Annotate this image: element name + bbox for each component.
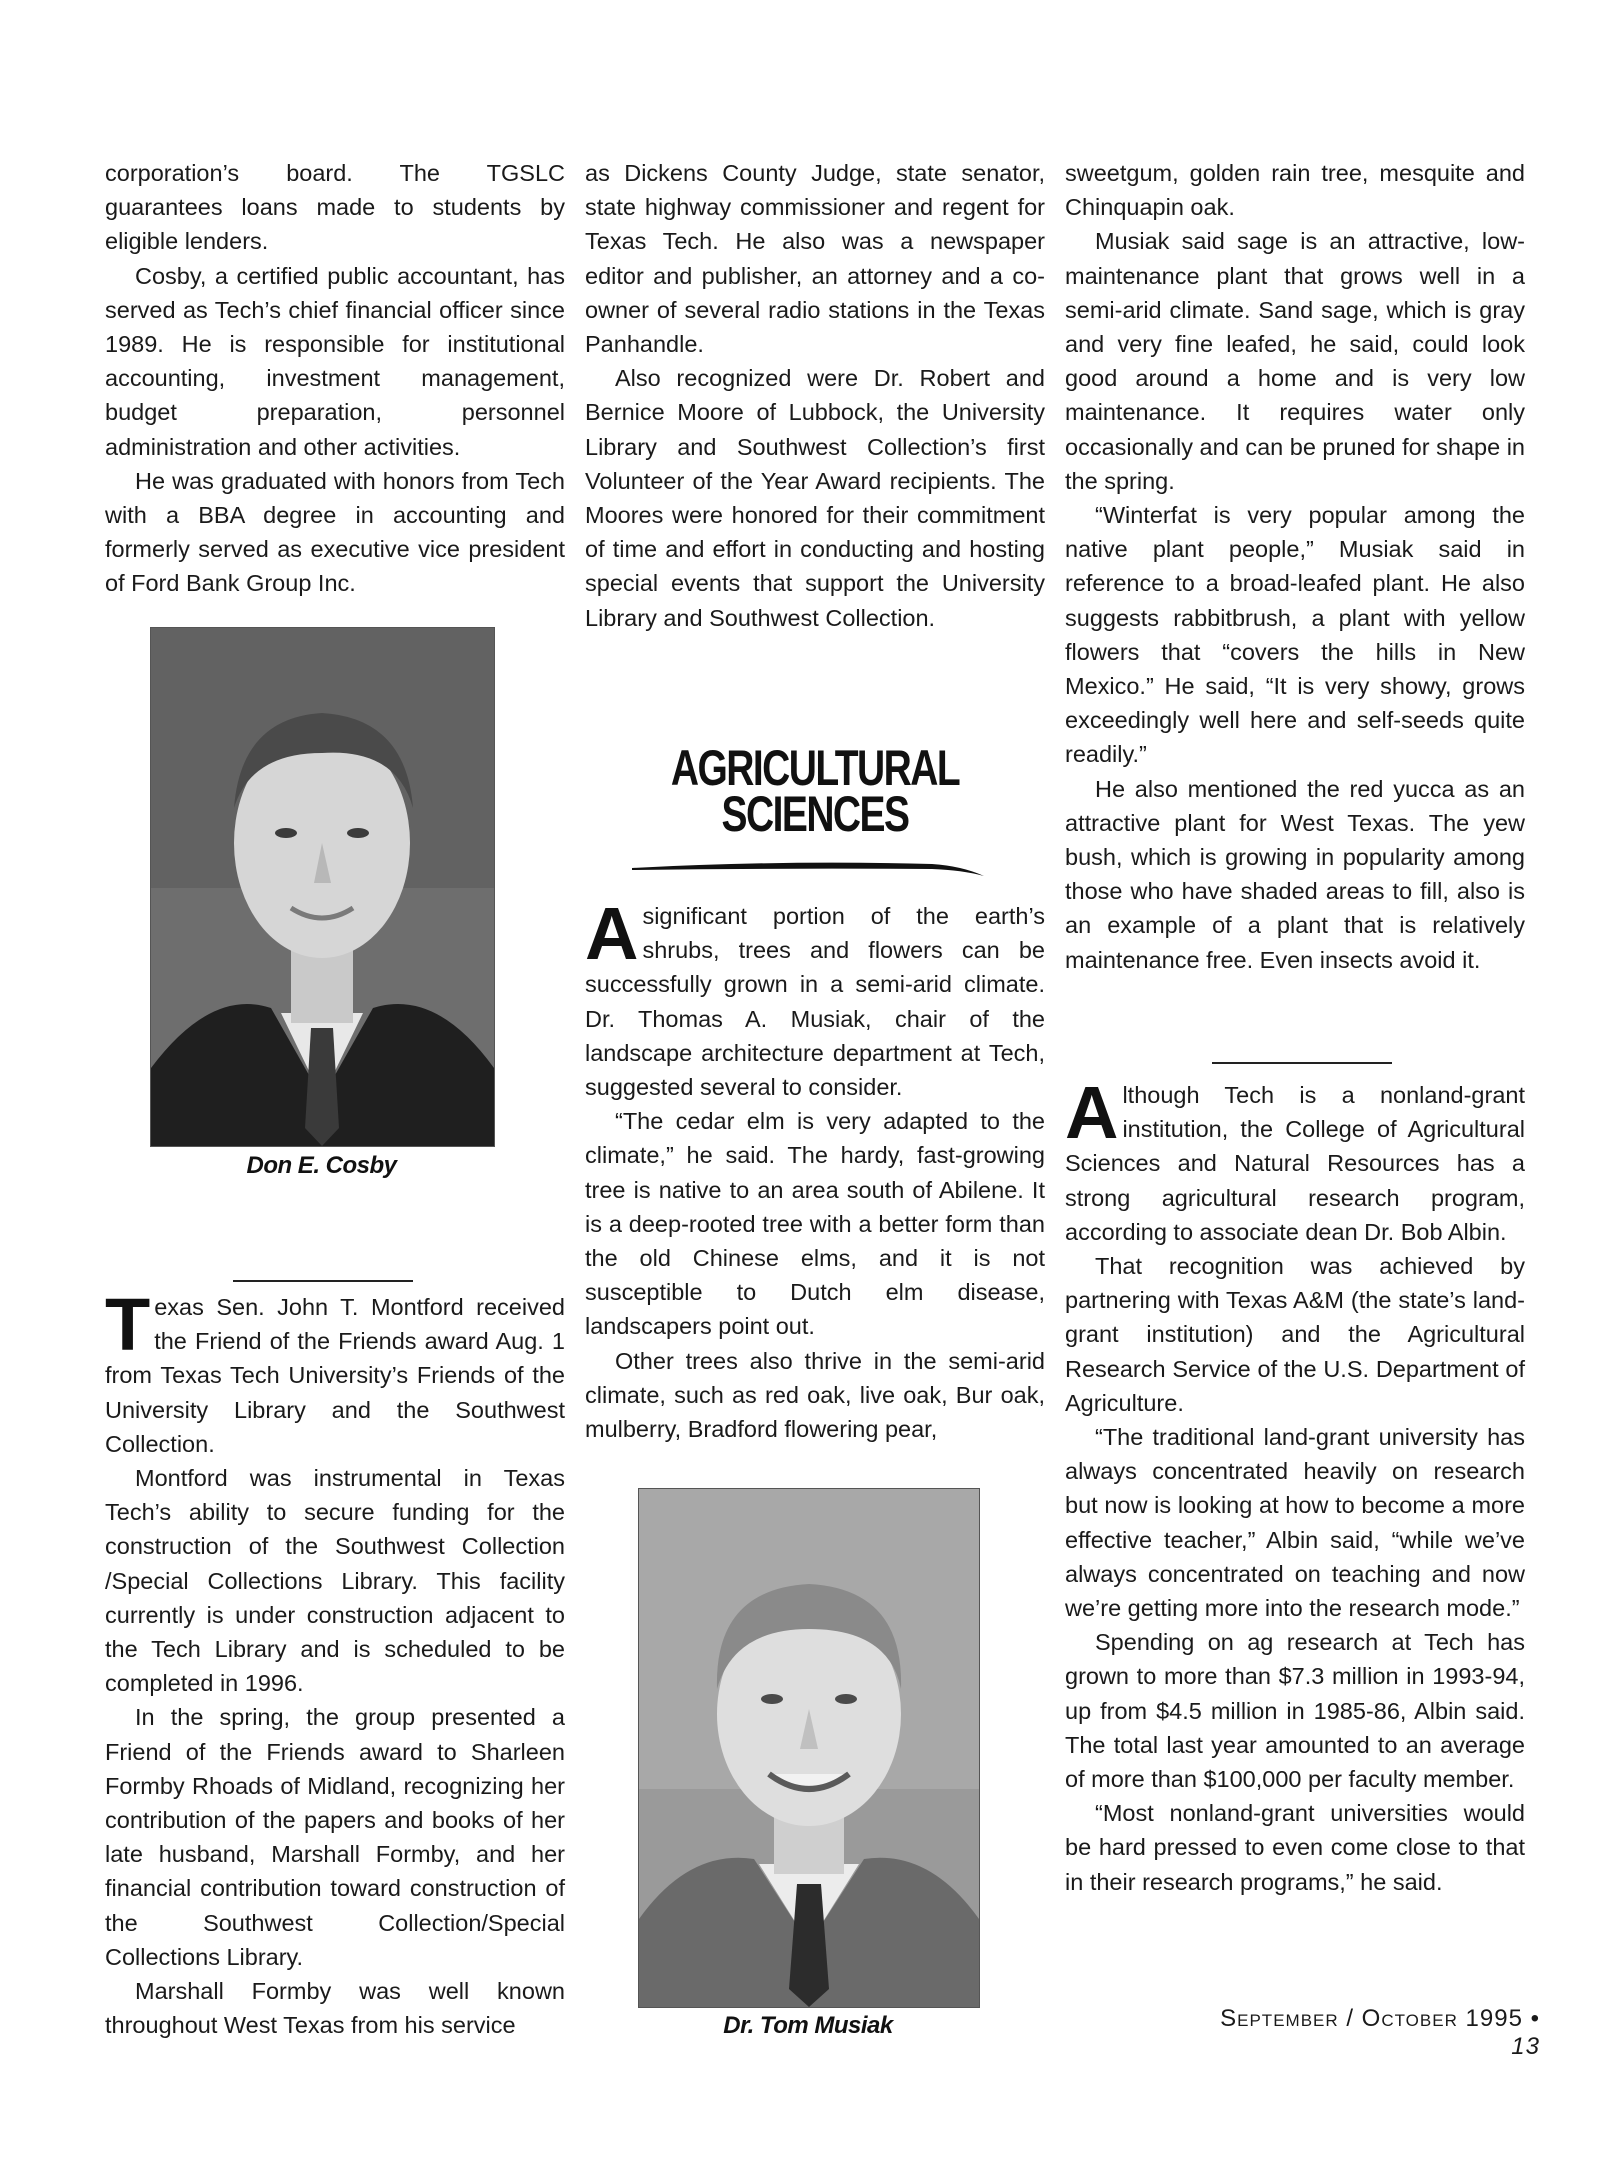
paragraph: Texas Sen. John T. Montford received the Friend of the Friends award Aug. 1 from Texas Tech University’s Friends of the University Library and the Southwest Collection. xyxy=(105,1283,565,1457)
paragraph: In the spring, the group presented a Friend of the Friends award to Sharleen Formby Rhoads of Midland, recognizing her contribution of the papers and books of her late husband, Marshall Formby, and her financial contribution toward construction of the Southwest Collection/Special Collections Library. xyxy=(105,1704,565,1970)
paragraph: “Most nonland-grant universities would be hard pressed to even come close to that in their research programs,” he said. xyxy=(1065,1800,1525,1895)
paragraph: That recognition was achieved by partnering with Texas A&M (the state’s land-grant institution) and the Agricultural Research Service of the U.S. Department of Agriculture. xyxy=(1065,1253,1525,1416)
paragraph: Cosby, a certified public accountant, has served as Tech’s chief financial officer since 1989. He is responsible for institutional accounting, investment management, budget preparation, personnel administration and other activities. xyxy=(105,262,565,460)
paragraph: Other trees also thrive in the semi-arid climate, such as red oak, live oak, Bur oak, mulberry, Bradford flowering pear, xyxy=(585,1347,1045,1443)
paragraph: Musiak said sage is an attractive, low-maintenance plant that grows well in a semi-arid climate. Sand sage, which is gray and very fine leafed, he said, could look good around a home and is very low maintenance. It requires water only occasionally and can be pruned for shape in the spring. xyxy=(1065,228,1525,494)
montford-story xyxy=(105,1283,565,2042)
drop-cap: T xyxy=(105,1283,151,1366)
photo-caption: Dr. Tom Musiak xyxy=(723,2012,893,2039)
photo-don-cosby xyxy=(150,627,495,1147)
page-footer xyxy=(1190,2005,1540,2061)
drop-cap: A xyxy=(1065,1071,1119,1154)
paragraph: corporation’s board. The TGSLC guarantees loans made to students by eligible lenders. xyxy=(105,160,565,255)
column-2 xyxy=(585,156,1045,635)
paragraph: “The cedar elm is very adapted to the climate,” he said. The hardy, fast-growing tree is native to an area south of Abilene. It is a deep-rooted tree with a better form than the old Chinese elms, and it is not susceptible to Dutch elm disease, landscapers point out. xyxy=(585,1108,1045,1340)
paragraph: “The traditional land-grant university has always concentrated heavily on research but now is looking at how to become a more effective teacher,” Albin said, “while we’ve always concentrated on teaching and now we’re getting more into the research mode.” xyxy=(1065,1424,1525,1622)
research-story xyxy=(1065,1071,1525,1899)
column-3 xyxy=(1065,156,1525,977)
section-heading-line2: SCIENCES xyxy=(721,786,909,842)
photo-tom-musiak xyxy=(638,1488,980,2008)
heading-swoosh xyxy=(632,856,984,882)
paragraph: Although Tech is a nonland-grant institution, the College of Agricultural Sciences and Natural Resources has a strong agricultural research program, according to associate dean Dr. Bob Albin. xyxy=(1065,1071,1525,1245)
section-divider xyxy=(233,1280,413,1282)
issue-date: September / October 1995 xyxy=(1220,2005,1523,2032)
section-divider xyxy=(1212,1062,1392,1064)
footer-separator: • xyxy=(1530,2005,1540,2032)
section-heading-line1: AGRICULTURAL xyxy=(670,740,960,796)
portrait-image xyxy=(151,628,494,1146)
section-heading xyxy=(636,740,995,842)
paragraph: “Winterfat is very popular among the native plant people,” Musiak said in reference to a broad-leafed plant. He also suggests rabbitbrush, a plant with yellow flowers that “covers the hills in New Mexico.” He said, “It is very showy, grows exceedingly well here and self-seeds quite readily.” xyxy=(1065,502,1525,768)
paragraph: as Dickens County Judge, state senator, state highway commissioner and regent for Texas Tech. He also was a newspaper editor and publisher, an attorney and a co-owner of several radio stations in the Texas Panhandle. xyxy=(585,160,1045,358)
landscape-story xyxy=(585,892,1045,1446)
column-1 xyxy=(105,156,565,601)
page-number: 13 xyxy=(1511,2033,1540,2060)
paragraph: Montford was instrumental in Texas Tech’s ability to secure funding for the construction of the Southwest Collection /Special Collections Library. This facility currently is under construction adjacent to the Tech Library and is scheduled to be completed in 1996. xyxy=(105,1465,565,1697)
portrait-image xyxy=(639,1489,979,2007)
photo-caption: Don E. Cosby xyxy=(246,1152,397,1179)
paragraph: Asignificant portion of the earth’s shrubs, trees and flowers can be successfully grown in a semi-arid climate. Dr. Thomas A. Musiak, chair of the landscape architecture department at Tech, suggested several to consider. xyxy=(585,892,1045,1101)
paragraph: Spending on ag research at Tech has grown to more than $7.3 million in 1993-94, up from $4.5 million in 1985-86, Albin said. The total last year amounted to an average of more than $100,000 per faculty member. xyxy=(1065,1629,1525,1793)
paragraph: sweetgum, golden rain tree, mesquite and Chinquapin oak. xyxy=(1065,160,1525,221)
drop-cap: A xyxy=(585,892,639,975)
paragraph: Also recognized were Dr. Robert and Bernice Moore of Lubbock, the University Library and Southwest Collection’s first Volunteer of the Year Award recipients. The Moores were honored for their commitment of time and effort in conducting and hosting special events that support the University Library and Southwest Collection. xyxy=(585,365,1045,631)
paragraph: He also mentioned the red yucca as an attractive plant for West Texas. The yew bush, which is growing in popularity among those who have shaded areas to fill, also is an example of a plant that is relatively maintenance free. Even insects avoid it. xyxy=(1065,775,1525,973)
paragraph: Marshall Formby was well known throughout West Texas from his service xyxy=(105,1978,565,2039)
paragraph: He was graduated with honors from Tech with a BBA degree in accounting and formerly served as executive vice president of Ford Bank Group Inc. xyxy=(105,467,565,597)
